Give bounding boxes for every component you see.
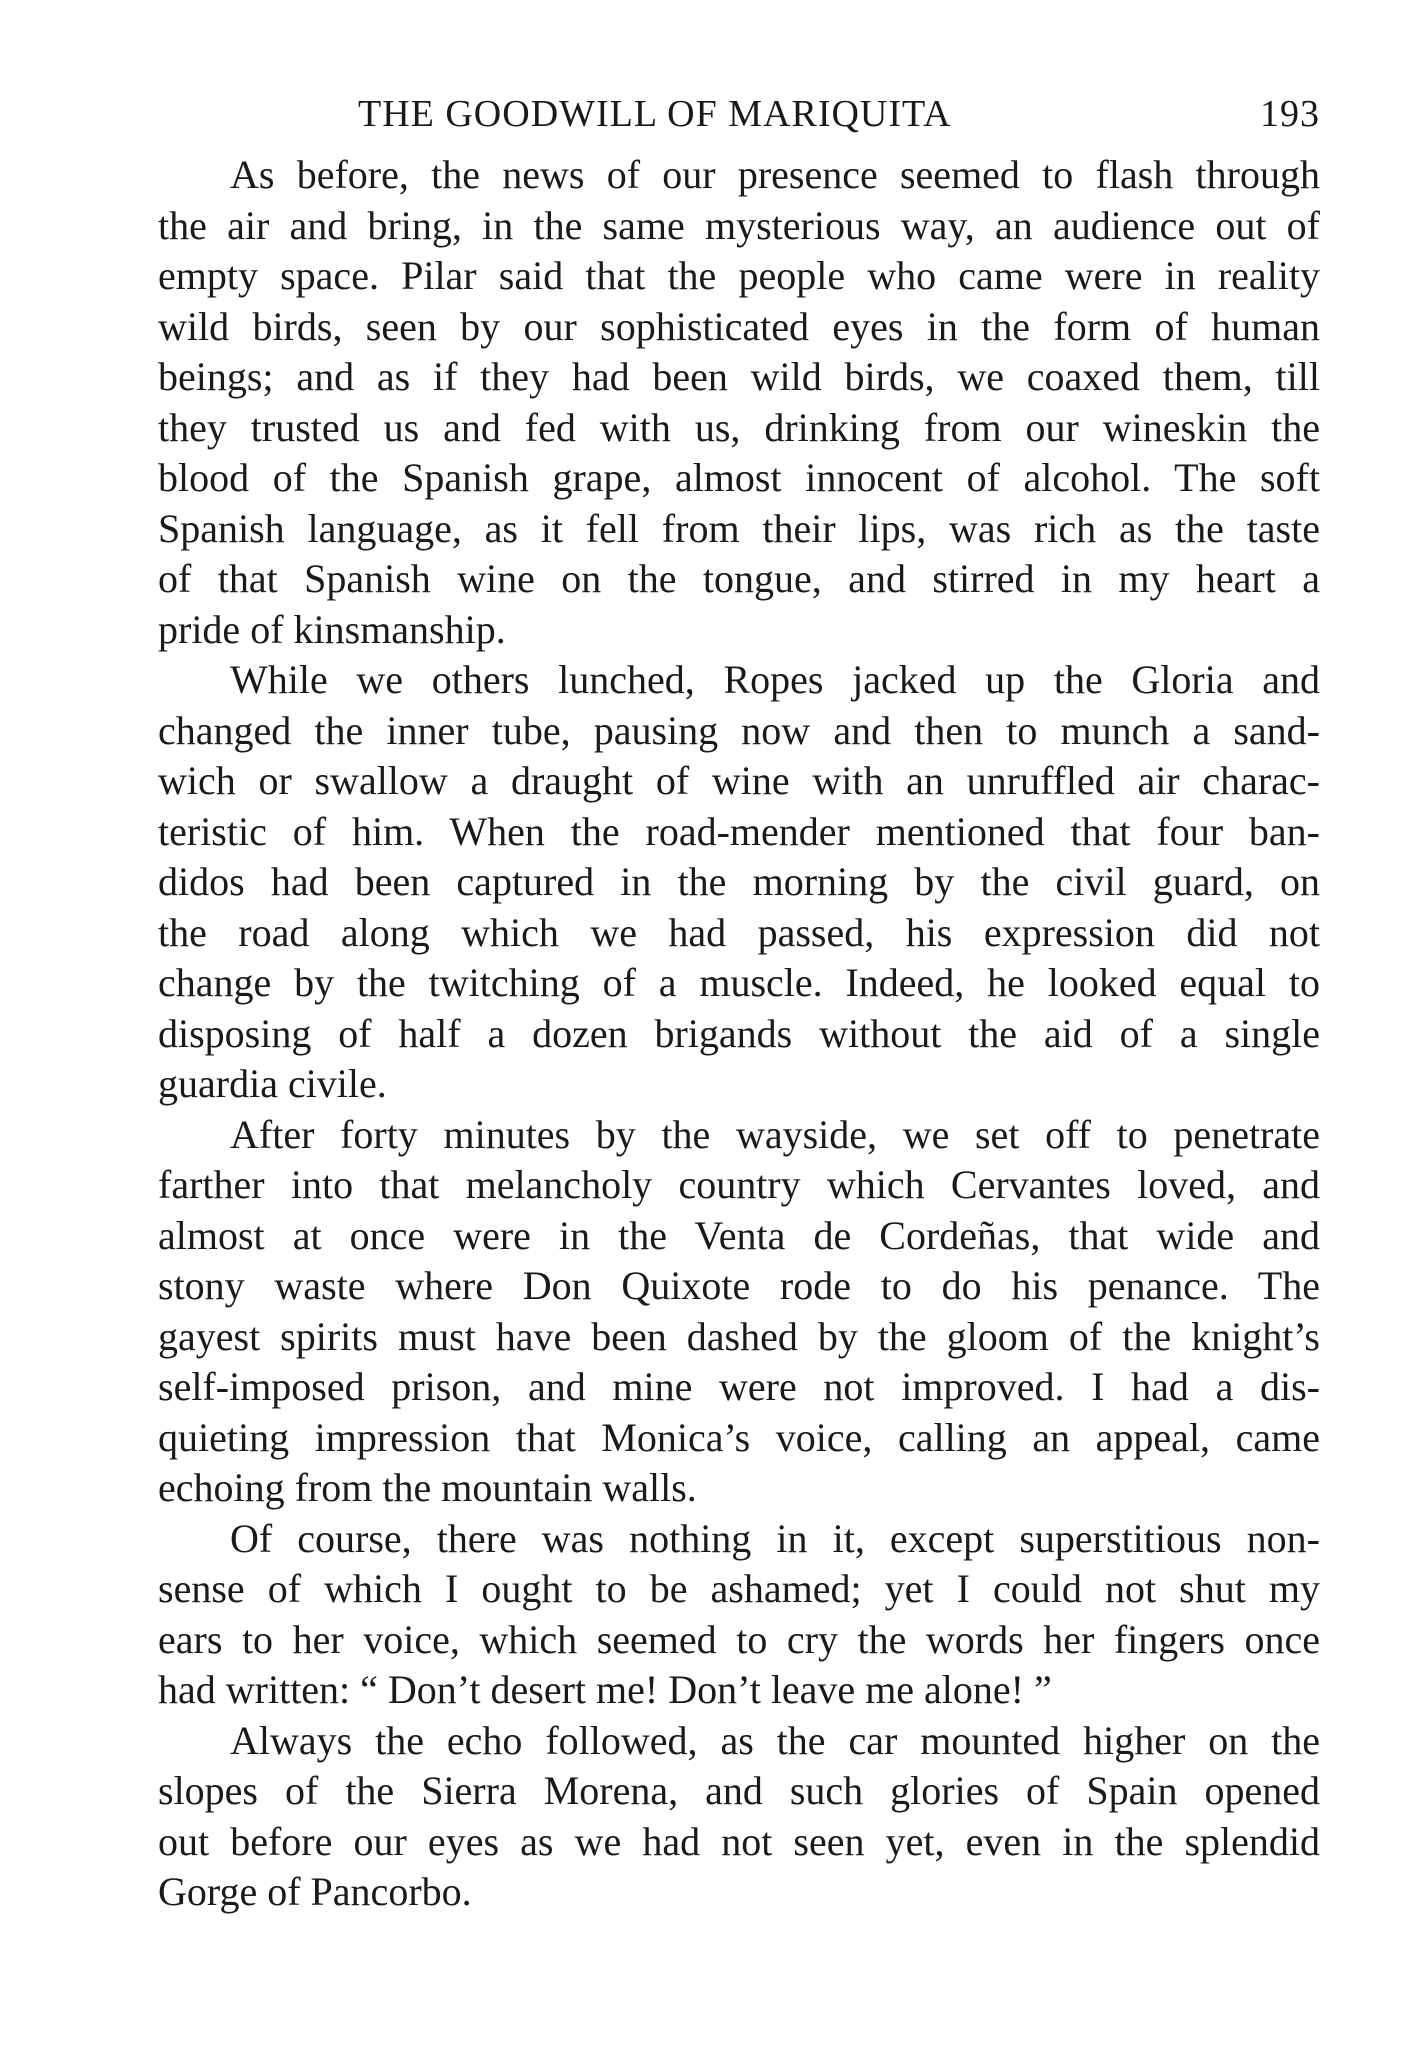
text-line: didos had been captured in the morning by the civil guard, on (158, 859, 1320, 904)
text-line: Spanish language, as it fell from their lips, was rich as the taste (158, 505, 1320, 551)
text-line: almost at once were in the Venta de Cordeñas, that wide and (158, 1212, 1320, 1258)
text-line: Always the echo followed, as the car mounted higher on the (230, 1717, 1320, 1763)
text-line: Gorge of Pancorbo. (158, 1869, 472, 1914)
text-line: guardia civile. (158, 1061, 387, 1106)
text-line: had written: “ Don’t desert me! Don’t leave me alone! ” (158, 1667, 1052, 1712)
text-line: As before, the news of our presence seemed to flash through (230, 152, 1320, 197)
text-line: the road along which we had passed, his expression did not (158, 909, 1320, 955)
text-line: pride of kinsmanship. (158, 606, 506, 652)
text-line: slopes of the Sierra Morena, and such glories of Spain opened (158, 1768, 1320, 1813)
page-number: 193 (1260, 93, 1320, 135)
text-line: blood of the Spanish grape, almost innocent of alcohol. The soft (158, 455, 1320, 500)
text-line: teristic of him. When the road-mender mentioned that four ban- (158, 808, 1320, 854)
text-line: the air and bring, in the same mysterious way, an audience out of (158, 202, 1320, 248)
text-line: self-imposed prison, and mine were not improved. I had a dis- (158, 1364, 1320, 1409)
text-line: gayest spirits must have been dashed by the gloom of the knight’s (158, 1313, 1320, 1359)
text-line: wild birds, seen by our sophisticated eyes in the form of human (158, 303, 1320, 349)
text-line: echoing from the mountain walls. (158, 1465, 697, 1510)
text-line: quieting impression that Monica’s voice, calling an appeal, came (158, 1414, 1320, 1460)
running-title: THE GOODWILL OF MARIQUITA (358, 93, 952, 135)
text-line: they trusted us and fed with us, drinking from our wineskin the (158, 404, 1320, 450)
text-line: of that Spanish wine on the tongue, and stirred in my heart a (158, 556, 1320, 601)
paragraph-2 (158, 655, 1320, 1110)
paragraph-3 (158, 1110, 1320, 1514)
text-line: empty space. Pilar said that the people who came were in reality (158, 253, 1320, 298)
text-line: ears to her voice, which seemed to cry the words her fingers once (158, 1616, 1320, 1662)
running-head (158, 92, 1320, 150)
book-page (158, 92, 1320, 1918)
body-text (158, 150, 1320, 1918)
text-line: stony waste where Don Quixote rode to do his penance. The (158, 1263, 1320, 1308)
text-line: wich or swallow a draught of wine with an unruffled air charac- (158, 758, 1320, 803)
text-line: Of course, there was nothing in it, except superstitious non- (230, 1515, 1320, 1561)
text-line: disposing of half a dozen brigands without the aid of a single (158, 1010, 1320, 1056)
text-line: sense of which I ought to be ashamed; yet I could not shut my (158, 1566, 1320, 1611)
text-line: While we others lunched, Ropes jacked up the Gloria and (230, 657, 1320, 702)
text-line: farther into that melancholy country which Cervantes loved, and (158, 1162, 1320, 1207)
text-line: After forty minutes by the wayside, we set off to penetrate (230, 1111, 1320, 1157)
text-line: change by the twitching of a muscle. Indeed, he looked equal to (158, 960, 1320, 1005)
paragraph-4 (158, 1514, 1320, 1716)
paragraph-5 (158, 1716, 1320, 1918)
paragraph-1 (158, 150, 1320, 655)
text-line: out before our eyes as we had not seen yet, even in the splendid (158, 1818, 1320, 1864)
text-line: changed the inner tube, pausing now and then to munch a sand- (158, 707, 1320, 753)
text-line: beings; and as if they had been wild birds, we coaxed them, till (158, 354, 1320, 399)
